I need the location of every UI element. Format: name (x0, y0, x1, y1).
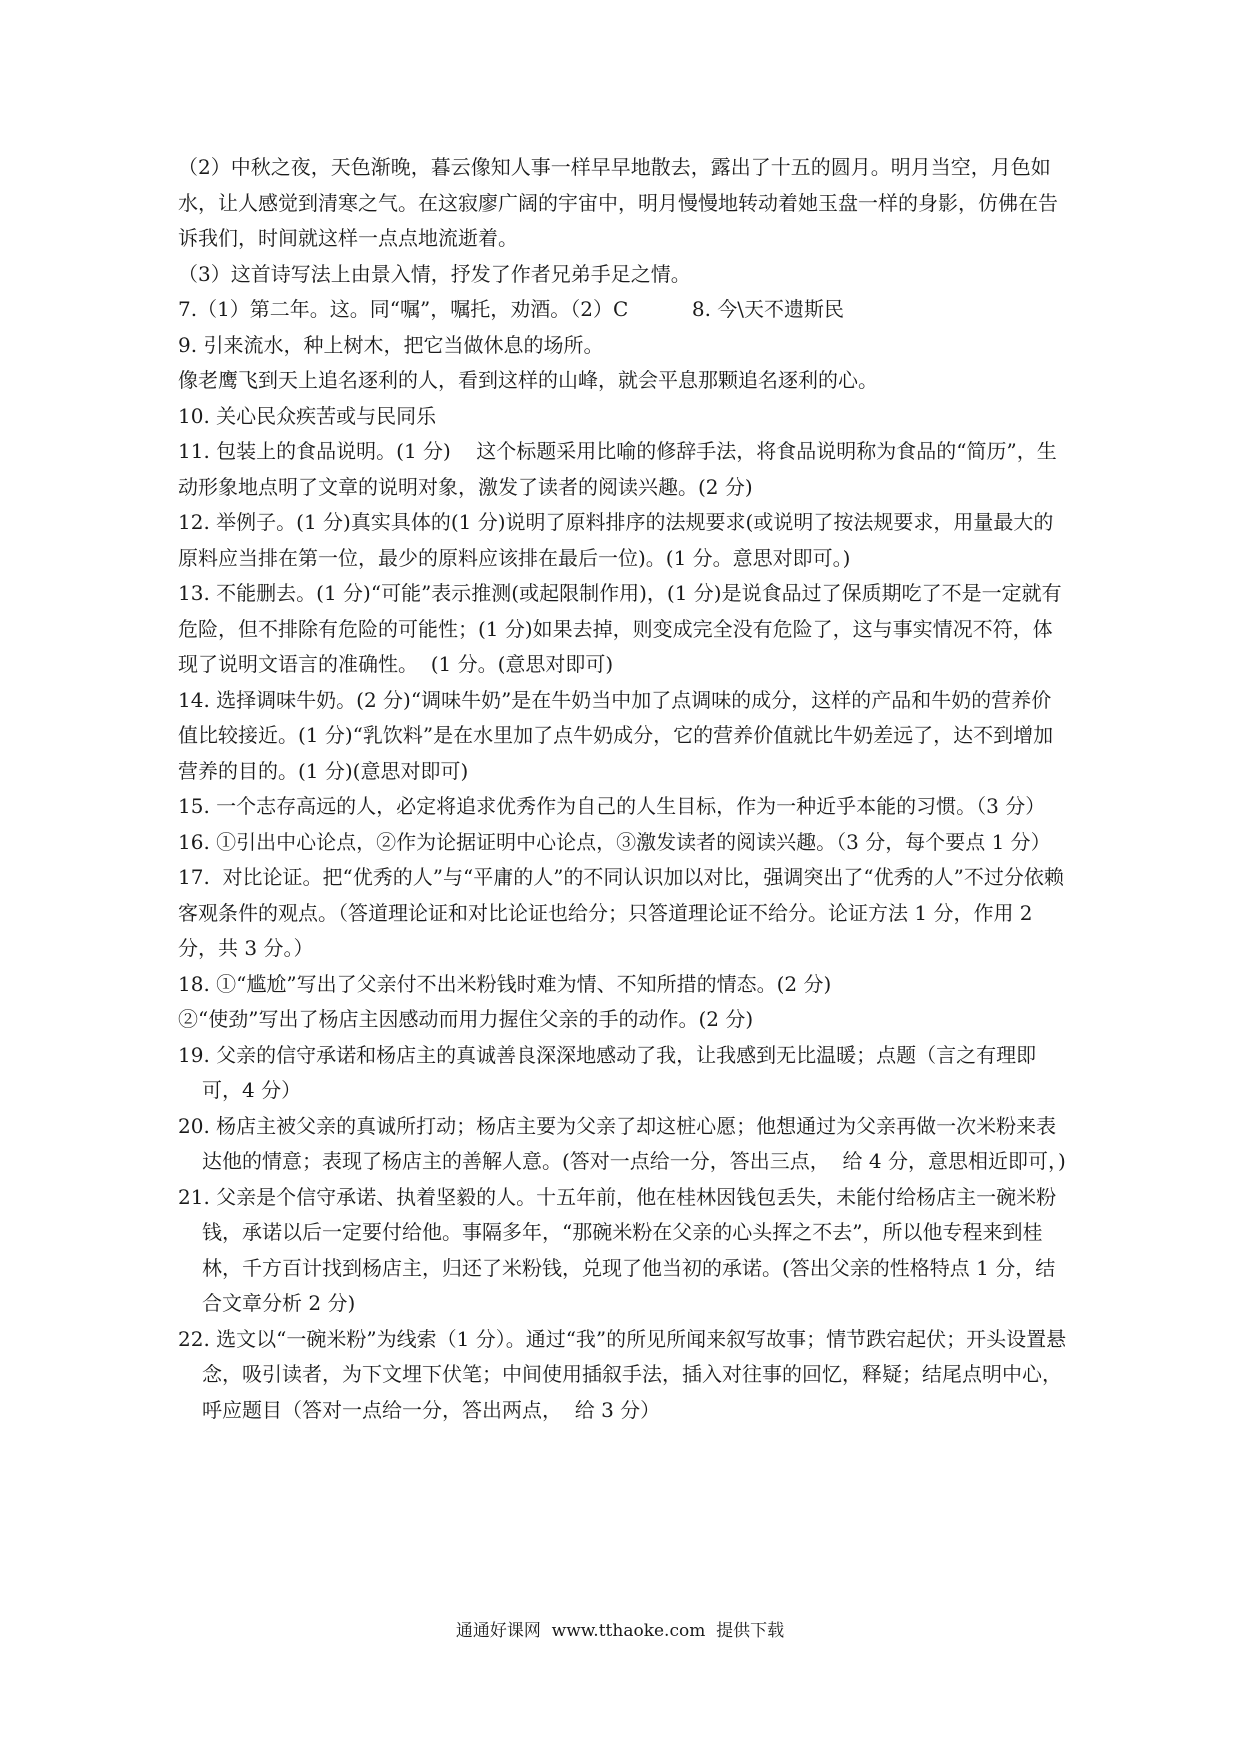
answer-11: 11. 包装上的食品说明。(1 分) 这个标题采用比喻的修辞手法，将食品说明称为食品的“简历”，生动形象地点明了文章的说明对象，激发了读者的阅读兴趣。(2 分) (178, 439, 1057, 499)
answer-6-2: （2）中秋之夜，天色渐晚，暮云像知人事一样早早地散去，露出了十五的圆月。明月当空，月色如水，让人感觉到清寒之气。在这寂廖广阔的宇宙中，明月慢慢地转动着她玉盘一样的身影，仿佛在告诉我们，时间就这样一点点地流逝着。 (178, 155, 1058, 250)
answer-16: 16. ①引出中心论点，②作为论据证明中心论点，③激发读者的阅读兴趣。（3 分，每个要点 1 分） (178, 829, 1051, 854)
answer-18-2: ②“使劲”写出了杨店主因感动而用力握住父亲的手的动作。(2 分) (178, 1007, 754, 1031)
answer-10: 10. 关心民众疾苦或与民同乐 (178, 403, 437, 428)
answer-7-8: 7.（1）第二年。这。同“嘱”，嘱托，劝酒。（2）C 8. 今\天不遗斯民 (178, 297, 845, 321)
footer-watermark: 通通好课网 www.tthaoke.com 提供下载 (455, 1621, 785, 1641)
answer-9-line2: 像老鹰飞到天上追名逐利的人，看到这样的山峰，就会平息那颗追名逐利的心。 (178, 368, 878, 392)
answer-14: 14. 选择调味牛奶。(2 分)“调味牛奶”是在牛奶当中加了点调味的成分，这样的产品和牛奶的营养价值比较接近。(1 分)“乳饮料”是在水里加了点牛奶成分，它的营养价值就比牛奶差远了，达不到增加营养的目的。(1 分)(意思对即可) (178, 687, 1054, 783)
answer-6-3: （3）这首诗写法上由景入情，抒发了作者兄弟手足之情。 (178, 261, 691, 286)
answer-12: 12. 举例子。(1 分)真实具体的(1 分)说明了原料排序的法规要求(或说明了按法规要求，用量最大的原料应当排在第一位，最少的原料应该排在最后一位)。(1 分。意思对即可。) (178, 510, 1054, 570)
answer-18-1: 18. ①“尴尬”写出了父亲付不出米粉钱时难为情、不知所措的情态。(2 分) (178, 971, 832, 996)
answer-19: 19. 父亲的信守承诺和杨店主的真诚善良深深地感动了我，让我感到无比温暖；点题（言之有理即可，4 分） (178, 1042, 1037, 1102)
answer-9-line1: 9. 引来流水，种上树木，把它当做休息的场所。 (178, 332, 604, 357)
answer-13: 13. 不能删去。(1 分)“可能”表示推测(或起限制作用)，(1 分)是说食品过了保质期吃了不是一定就有危险，但不排除有危险的可能性；(1 分)如果去掉，则变成完全没有危险了，这与事实情况不符，体现了说明文语言的准确性。 (1 分。(意思对即可) (178, 581, 1062, 676)
answer-17: 17. 对比论证。把“优秀的人”与“平庸的人”的不同认识加以对比，强调突出了“优秀的人”不过分依赖客观条件的观点。（答道理论证和对比论证也给分；只答道理论证不给分。论证方法 1 分，作用 2 分，共 3 分。） (178, 865, 1064, 960)
answer-20: 20. 杨店主被父亲的真诚所打动；杨店主要为父亲了却这桩心愿；他想通过为父亲再做一次米粉来表达他的情意；表现了杨店主的善解人意。(答对一点给一分，答出三点， 给 4 分，意思相近即可，) (178, 1113, 1066, 1173)
answer-key-body (178, 150, 1068, 1428)
answer-21: 21. 父亲是个信守承诺、执着坚毅的人。十五年前，他在桂林因钱包丢失，未能付给杨店主一碗米粉钱，承诺以后一定要付给他。事隔多年，“那碗米粉在父亲的心头挥之不去”，所以他专程来到桂林，千方百计找到杨店主，归还了米粉钱，兑现了他当初的承诺。(答出父亲的性格特点 1 分，结合文章分析 2 分) (178, 1184, 1057, 1315)
answer-22: 22. 选文以“一碗米粉”为线索（1 分）。通过“我”的所见所闻来叙写故事；情节跌宕起伏；开头设置悬念，吸引读者，为下文埋下伏笔；中间使用插叙手法，插入对往事的回忆，释疑；结尾点明中心，呼应题目（答对一点给一分，答出两点， 给 3 分） (178, 1326, 1067, 1422)
answer-15: 15. 一个志存高远的人，必定将追求优秀作为自己的人生目标，作为一种近乎本能的习惯。（3 分） (178, 794, 1046, 818)
